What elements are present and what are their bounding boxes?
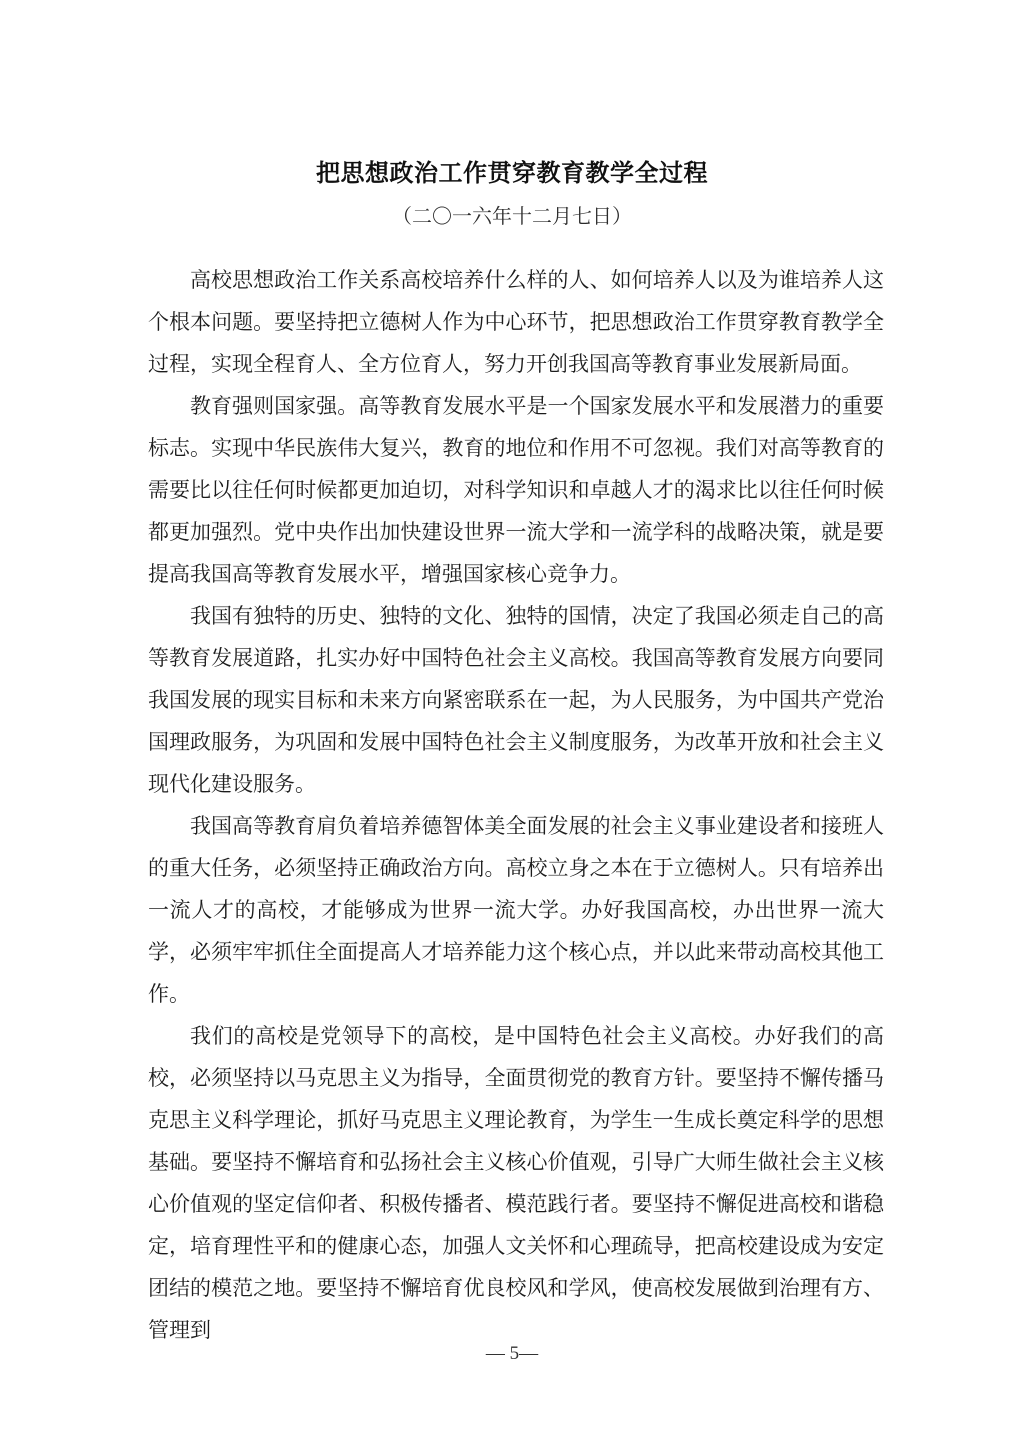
document-date: （二〇一六年十二月七日） — [392, 206, 632, 228]
body-paragraph: 教育强则国家强。高等教育发展水平是一个国家发展水平和发展潜力的重要标志。实现中华民族伟大复兴，教育的地位和作用不可忽视。我们对高等教育的需要比以往任何时候都更加迫切，对科学知识和卓越人才的渴求比以往任何时候都更加强烈。党中央作出加快建设世界一流大学和一流学科的战略决策，就是要提高我国高等教育发展水平，增强国家核心竞争力。 — [148, 394, 884, 586]
body-paragraph: 高校思想政治工作关系高校培养什么样的人、如何培养人以及为谁培养人这个根本问题。要坚持把立德树人作为中心环节，把思想政治工作贯穿教育教学全过程，实现全程育人、全方位育人，努力开创我国高等教育事业发展新局面。 — [148, 268, 884, 376]
document-body — [148, 259, 884, 1351]
page-number: — 5— — [485, 1343, 539, 1364]
document-title: 把思想政治工作贯穿教育教学全过程 — [316, 160, 708, 187]
body-paragraph: 我国有独特的历史、独特的文化、独特的国情，决定了我国必须走自己的高等教育发展道路，扎实办好中国特色社会主义高校。我国高等教育发展方向要同我国发展的现实目标和未来方向紧密联系在一起，为人民服务，为中国共产党治国理政服务，为巩固和发展中国特色社会主义制度服务，为改革开放和社会主义现代化建设服务。 — [148, 604, 884, 796]
body-paragraph: 我们的高校是党领导下的高校，是中国特色社会主义高校。办好我们的高校，必须坚持以马克思主义为指导，全面贯彻党的教育方针。要坚持不懈传播马克思主义科学理论，抓好马克思主义理论教育，为学生一生成长奠定科学的思想基础。要坚持不懈培育和弘扬社会主义核心价值观，引导广大师生做社会主义核心价值观的坚定信仰者、积极传播者、模范践行者。要坚持不懈促进高校和谐稳定，培育理性平和的健康心态，加强人文关怀和心理疏导，把高校建设成为安定团结的模范之地。要坚持不懈培育优良校风和学风，使高校发展做到治理有方、管理到 — [148, 1024, 884, 1342]
body-paragraph: 我国高等教育肩负着培养德智体美全面发展的社会主义事业建设者和接班人的重大任务，必须坚持正确政治方向。高校立身之本在于立德树人。只有培养出一流人才的高校，才能够成为世界一流大学。办好我国高校，办出世界一流大学，必须牢牢抓住全面提高人才培养能力这个核心点，并以此来带动高校其他工作。 — [148, 814, 884, 1006]
